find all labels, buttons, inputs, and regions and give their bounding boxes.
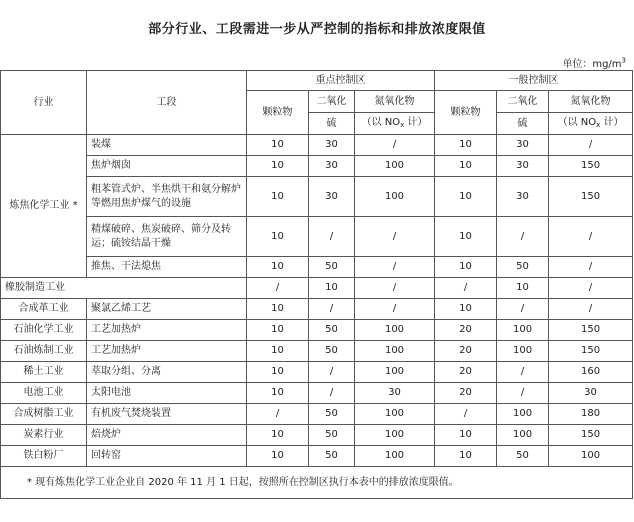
value-cell: 10	[435, 425, 497, 446]
section-cell: 装煤	[87, 135, 247, 156]
value-cell: 10	[247, 320, 309, 341]
industry-cell: 石油炼制工业	[1, 341, 87, 362]
header-particulate: 颗粒物	[247, 91, 309, 135]
industry-cell: 铁白粉厂	[1, 446, 87, 467]
value-cell: /	[497, 217, 549, 257]
table-row	[1, 446, 633, 467]
value-cell: 30	[355, 383, 435, 404]
value-cell: /	[497, 299, 549, 320]
footnote-row	[1, 467, 633, 499]
section-cell: 萃取分组、分离	[87, 362, 247, 383]
value-cell: 20	[435, 383, 497, 404]
header-nox: 氮氧化物	[355, 91, 435, 113]
industry-cell: 石油化学工业	[1, 320, 87, 341]
value-cell: /	[355, 257, 435, 278]
table-title: 部分行业、工段需进一步从严控制的指标和排放浓度限值	[148, 22, 486, 37]
table-row	[1, 362, 633, 383]
value-cell: 100	[355, 404, 435, 425]
value-cell: 30	[497, 156, 549, 177]
table-row	[1, 156, 633, 177]
value-cell: 10	[247, 362, 309, 383]
value-cell: 100	[497, 404, 549, 425]
value-cell: 100	[355, 156, 435, 177]
value-cell: /	[497, 362, 549, 383]
table-row	[1, 404, 633, 425]
table-row	[1, 135, 633, 156]
section-cell: 焦炉烟囱	[87, 156, 247, 177]
value-cell: /	[549, 217, 633, 257]
table-row	[1, 425, 633, 446]
industry-cell: 炭素行业	[1, 425, 87, 446]
section-cell: 精煤破碎、焦炭破碎、筛分及转运；硫铵结晶干燥	[87, 217, 247, 257]
value-cell: 10	[435, 135, 497, 156]
industry-cell: 炼焦化学工业 *	[1, 135, 87, 278]
value-cell: 30	[549, 383, 633, 404]
unit-label: 单位：$mg/m^3$	[562, 56, 626, 70]
value-cell: 10	[435, 257, 497, 278]
value-cell: 30	[497, 135, 549, 156]
value-cell: /	[309, 362, 355, 383]
value-cell: /	[549, 278, 633, 299]
table-row	[1, 383, 633, 404]
value-cell: 10	[247, 217, 309, 257]
section-cell: 回转窑	[87, 446, 247, 467]
value-cell: 150	[549, 320, 633, 341]
section-cell: 太阳电池	[87, 383, 247, 404]
table-row	[1, 278, 633, 299]
value-cell: /	[355, 135, 435, 156]
value-cell: 30	[309, 177, 355, 217]
header-section: 工段	[87, 71, 247, 135]
value-cell: 50	[309, 257, 355, 278]
table-row	[1, 299, 633, 320]
value-cell: 100	[355, 341, 435, 362]
value-cell: /	[309, 299, 355, 320]
value-cell: 100	[497, 341, 549, 362]
industry-cell: 橡胶制造工业	[1, 278, 247, 299]
value-cell: 100	[497, 320, 549, 341]
value-cell: 10	[247, 299, 309, 320]
value-cell: /	[355, 217, 435, 257]
value-cell: 100	[497, 425, 549, 446]
table-row	[1, 341, 633, 362]
value-cell: 150	[549, 177, 633, 217]
value-cell: /	[309, 217, 355, 257]
value-cell: /	[355, 299, 435, 320]
value-cell: /	[247, 404, 309, 425]
value-cell: /	[497, 383, 549, 404]
table-row	[1, 320, 633, 341]
header-so2: 二氧化	[309, 91, 355, 113]
header-nox-cont: （以 $NO_x$ 计）	[355, 113, 435, 135]
value-cell: 150	[549, 425, 633, 446]
value-cell: 30	[309, 135, 355, 156]
value-cell: 10	[435, 156, 497, 177]
value-cell: 10	[435, 177, 497, 217]
value-cell: 10	[247, 383, 309, 404]
value-cell: 50	[497, 446, 549, 467]
value-cell: 50	[309, 446, 355, 467]
industry-cell: 电池工业	[1, 383, 87, 404]
value-cell: 20	[435, 341, 497, 362]
section-cell: 工艺加热炉	[87, 320, 247, 341]
table-row	[1, 257, 633, 278]
value-cell: 10	[247, 177, 309, 217]
value-cell: 10	[435, 217, 497, 257]
table-row	[1, 177, 633, 217]
value-cell: /	[435, 404, 497, 425]
value-cell: 100	[355, 320, 435, 341]
value-cell: /	[549, 257, 633, 278]
value-cell: 100	[355, 425, 435, 446]
header-so2: 二氧化	[497, 91, 549, 113]
header-general-zone: 一般控制区	[435, 71, 633, 91]
value-cell: /	[435, 278, 497, 299]
industry-cell: 稀土工业	[1, 362, 87, 383]
value-cell: 10	[435, 446, 497, 467]
value-cell: 30	[309, 156, 355, 177]
value-cell: 100	[355, 177, 435, 217]
value-cell: 10	[247, 446, 309, 467]
section-cell: 有机废气焚烧装置	[87, 404, 247, 425]
header-key-zone: 重点控制区	[247, 71, 435, 91]
header-so2-cont: 硫	[309, 113, 355, 135]
footnote: * 现有炼焦化学工业企业自 2020 年 11 月 1 日起，按照所在控制区执行本表中的排放浓度限值。	[1, 467, 633, 499]
value-cell: 160	[549, 362, 633, 383]
value-cell: 10	[247, 257, 309, 278]
header-industry: 行业	[1, 71, 87, 135]
industry-cell: 合成革工业	[1, 299, 87, 320]
section-cell: 焙烧炉	[87, 425, 247, 446]
value-cell: 50	[309, 425, 355, 446]
value-cell: 10	[435, 299, 497, 320]
value-cell: 180	[549, 404, 633, 425]
value-cell: 150	[549, 156, 633, 177]
section-cell: 聚氯乙烯工艺	[87, 299, 247, 320]
header-nox: 氮氧化物	[549, 91, 633, 113]
section-cell: 粗苯管式炉、半焦烘干和氨分解炉等燃用焦炉煤气的设施	[87, 177, 247, 217]
emission-limits-table	[0, 70, 633, 499]
value-cell: /	[549, 299, 633, 320]
section-cell: 推焦、干法熄焦	[87, 257, 247, 278]
value-cell: 150	[549, 341, 633, 362]
value-cell: 10	[247, 425, 309, 446]
industry-cell: 合成树脂工业	[1, 404, 87, 425]
value-cell: 100	[355, 446, 435, 467]
value-cell: 50	[309, 404, 355, 425]
section-cell: 工艺加热炉	[87, 341, 247, 362]
value-cell: 50	[309, 320, 355, 341]
table-row	[1, 217, 633, 257]
value-cell: 10	[247, 341, 309, 362]
value-cell: 20	[435, 362, 497, 383]
header-particulate: 颗粒物	[435, 91, 497, 135]
value-cell: 10	[247, 156, 309, 177]
value-cell: 20	[435, 320, 497, 341]
header-so2-cont: 硫	[497, 113, 549, 135]
value-cell: 10	[497, 278, 549, 299]
value-cell: 10	[247, 135, 309, 156]
value-cell: /	[309, 383, 355, 404]
value-cell: 10	[309, 278, 355, 299]
header-row	[1, 71, 633, 91]
header-nox-cont: （以 $NO_x$ 计）	[549, 113, 633, 135]
value-cell: 50	[497, 257, 549, 278]
value-cell: 100	[355, 362, 435, 383]
value-cell: 30	[497, 177, 549, 217]
value-cell: /	[355, 278, 435, 299]
value-cell: 100	[549, 446, 633, 467]
value-cell: 50	[309, 341, 355, 362]
value-cell: /	[549, 135, 633, 156]
value-cell: /	[247, 278, 309, 299]
